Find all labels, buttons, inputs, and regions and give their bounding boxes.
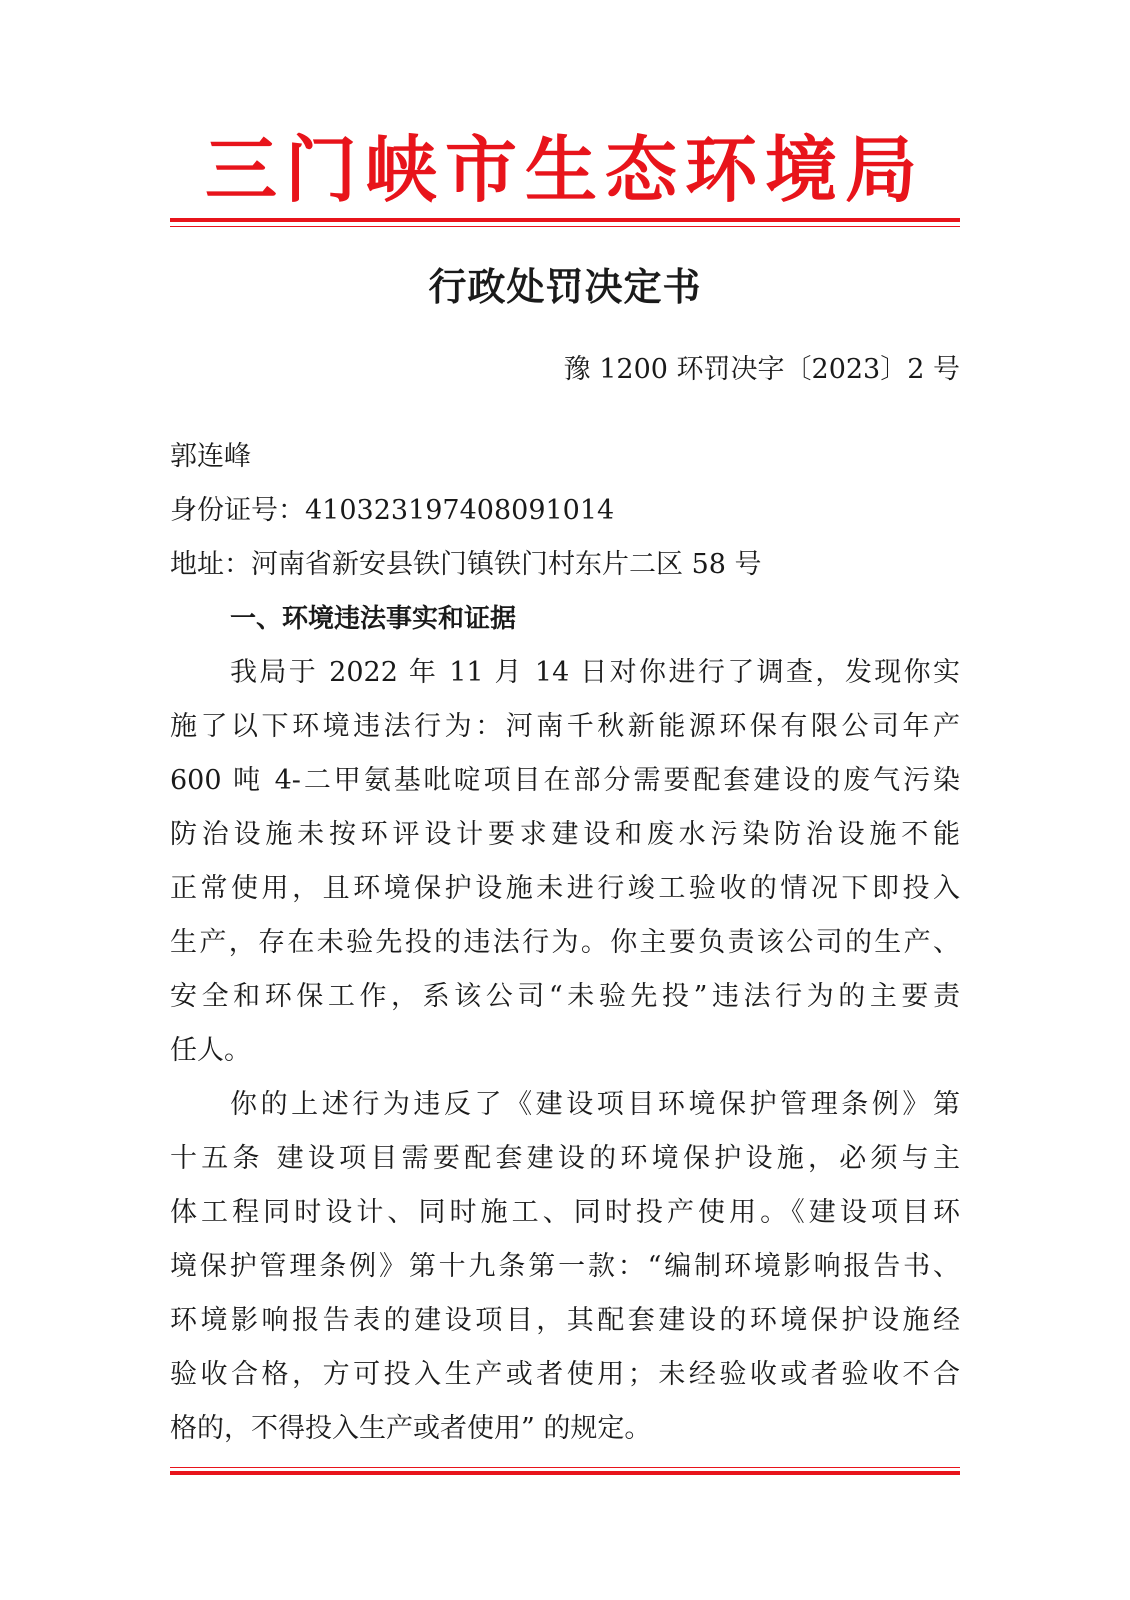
paragraph-line: 防治设施未按环评设计要求建设和废水污染防治设施不能 [170,819,960,850]
paragraph-line: 正常使用，且环境保护设施未进行竣工验收的情况下即投入 [170,873,960,904]
paragraph-line: 任人。 [170,1035,251,1066]
agency-letterhead: 三门峡市生态环境局 [204,127,925,212]
id-label: 身份证号： [170,495,305,526]
document-body [170,430,960,1456]
paragraph-line: 格的，不得投入生产或者使用” 的规定。 [170,1413,652,1444]
address-label: 地址： [170,549,251,580]
document-number: 豫 1200 环罚决字〔2023〕2 号 [563,354,960,385]
section-heading: 一、环境违法事实和证据 [230,604,517,634]
letterhead-rule-thin [170,226,960,227]
paragraph-line: 安全和环保工作，系该公司“未验先投”违法行为的主要责 [170,981,960,1012]
party-address-row [170,538,960,592]
footer-rule-thick [170,1471,960,1475]
paragraph-line: 环境影响报告表的建设项目，其配套建设的环境保护设施经 [170,1305,960,1336]
paragraph-line: 你的上述行为违反了《建设项目环境保护管理条例》第 [230,1089,960,1120]
party-name: 郭连峰 [170,441,251,472]
letterhead-rule-thick [170,218,960,222]
address-value: 河南省新安县铁门镇铁门村东片二区 58 号 [251,549,762,580]
paragraph-line: 施了以下环境违法行为：河南千秋新能源环保有限公司年产 [170,711,960,742]
paragraph-line: 验收合格，方可投入生产或者使用；未经验收或者验收不合 [170,1359,960,1390]
paragraph-line: 境保护管理条例》第十九条第一款：“编制环境影响报告书、 [170,1251,960,1282]
paragraph-line: 我局于 2022 年 11 月 14 日对你进行了调查，发现你实 [230,657,960,688]
id-number: 410323197408091014 [305,495,615,526]
document-title: 行政处罚决定书 [428,264,702,309]
paragraph-line: 体工程同时设计、同时施工、同时投产使用。《建设项目环 [170,1197,960,1228]
paragraph-line: 生产，存在未验先投的违法行为。你主要负责该公司的生产、 [170,927,960,958]
footer-rule-thin [170,1467,960,1468]
paragraph-line: 十五条 建设项目需要配套建设的环境保护设施，必须与主 [170,1143,960,1174]
party-id-row [170,484,960,538]
paragraph-line: 600 吨 4-二甲氨基吡啶项目在部分需要配套建设的废气污染 [170,765,960,796]
